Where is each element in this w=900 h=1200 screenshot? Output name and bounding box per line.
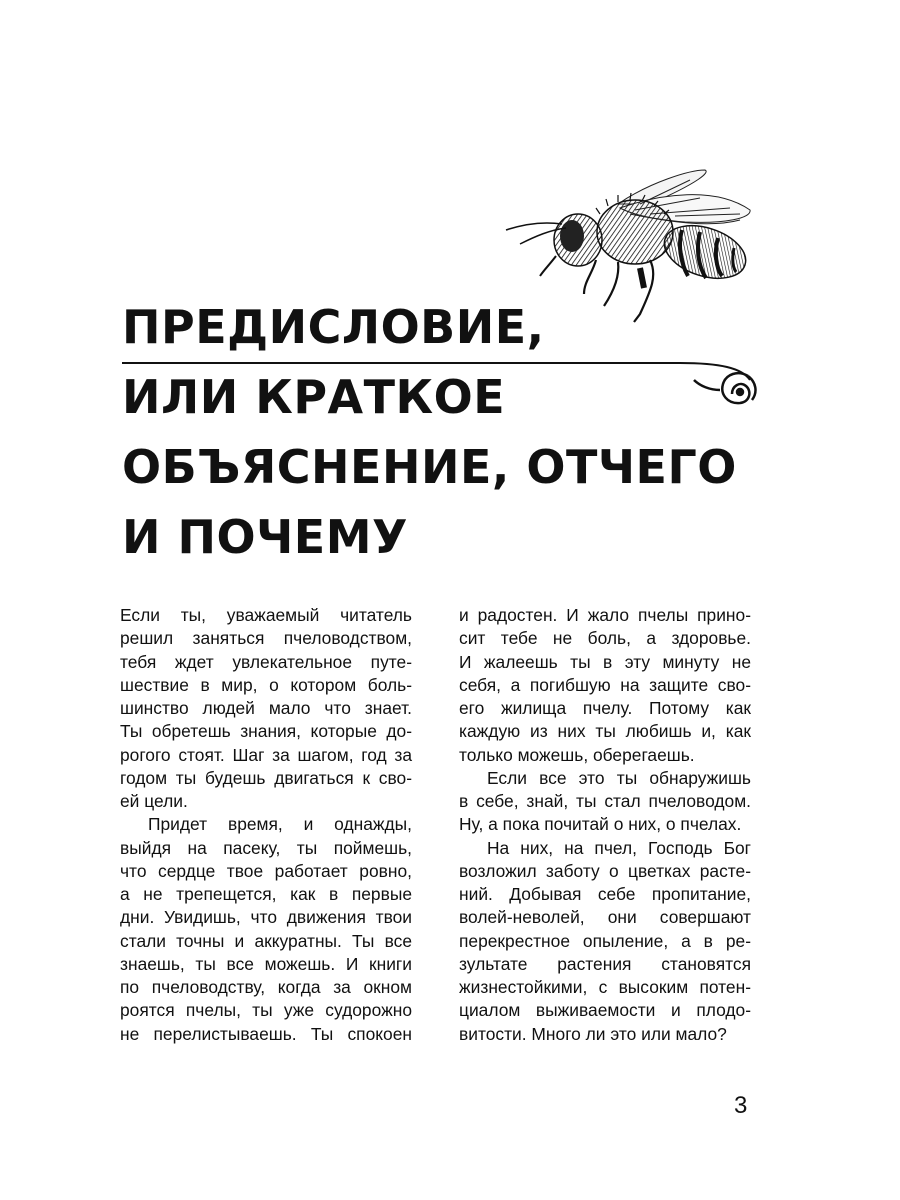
text-line: только можешь, оберегаешь. xyxy=(459,744,695,765)
text-line: зультате растения становятся xyxy=(459,953,751,974)
text-line: ей цели. xyxy=(120,791,188,811)
text-line: шинство людей мало что знает. xyxy=(120,698,412,718)
text-line: Придет время, и однажды, xyxy=(148,814,412,835)
text-line: ний. Добывая себе пропитание, xyxy=(459,884,751,904)
text-line: И жалеешь ты в эту минуту не xyxy=(459,651,751,672)
ornamental-divider xyxy=(120,354,760,414)
text-line: роятся пчелы, ты уже судорожно xyxy=(120,1000,412,1021)
text-column-right xyxy=(459,604,751,1046)
text-line: шествие в мир, о котором боль- xyxy=(120,674,412,695)
text-line: Ты обретешь знания, которые до- xyxy=(120,721,412,742)
text-line: циалом выживаемости и плодо- xyxy=(459,1000,751,1021)
text-line: что сердце твое работает ровно, xyxy=(120,860,412,881)
text-line: его жилища пчелу. Потому как xyxy=(459,698,751,718)
text-line: Если ты, уважаемый читатель xyxy=(120,605,412,625)
text-line: знаешь, ты все можешь. И книги xyxy=(120,953,412,974)
text-line: себя, а погибшую на защите сво- xyxy=(459,674,751,695)
text-line: решил заняться пчеловодством, xyxy=(120,628,412,649)
text-line: сит тебе не боль, а здоровье. xyxy=(459,628,751,649)
text-line: не перелистываешь. Ты спокоен xyxy=(120,1023,412,1044)
title-line-4: И ПОЧЕМУ xyxy=(122,510,408,564)
text-line: Ну, а пока почитай о них, о пчелах. xyxy=(459,814,742,835)
text-line: рогого стоят. Шаг за шагом, год за xyxy=(120,744,412,765)
text-line: волей-неволей, они совершают xyxy=(459,907,751,928)
text-line: выйдя на пасеку, ты поймешь, xyxy=(120,837,412,858)
text-line: возложил заботу о цветках расте- xyxy=(459,860,751,881)
text-column-left xyxy=(120,604,412,1046)
text-line: по пчеловодству, когда за окном xyxy=(120,977,412,997)
text-line: Если все это ты обнаружишь xyxy=(487,767,751,788)
text-line: а не трепещется, как в первые xyxy=(120,884,412,904)
text-line: перекрестное опыление, а в ре- xyxy=(459,930,751,951)
title-line-1: ПРЕДИСЛОВИЕ, xyxy=(122,300,545,354)
text-line: витости. Много ли это или мало? xyxy=(459,1023,727,1044)
chapter-title xyxy=(122,292,762,572)
text-line: тебя ждет увлекательное путе- xyxy=(120,651,412,672)
page-number: 3 xyxy=(734,1092,748,1119)
text-line: каждую из них ты любишь и, как xyxy=(459,721,751,742)
title-line-2: ИЛИ КРАТКОЕ xyxy=(122,370,506,424)
text-line: годом ты будешь двигаться к сво- xyxy=(120,767,412,788)
title-line-3: ОБЪЯСНЕНИЕ, ОТЧЕГО xyxy=(122,440,737,494)
text-line: жизнестойкими, с высоким потен- xyxy=(459,977,751,997)
text-line: дни. Увидишь, что движения твои xyxy=(120,907,412,928)
text-line: На них, на пчел, Господь Бог xyxy=(487,837,751,858)
text-line: стали точны и аккуратны. Ты все xyxy=(120,930,412,951)
text-line: в себе, знай, ты стал пчеловодом. xyxy=(459,791,751,811)
text-line: и радостен. И жало пчелы прино- xyxy=(459,605,751,625)
